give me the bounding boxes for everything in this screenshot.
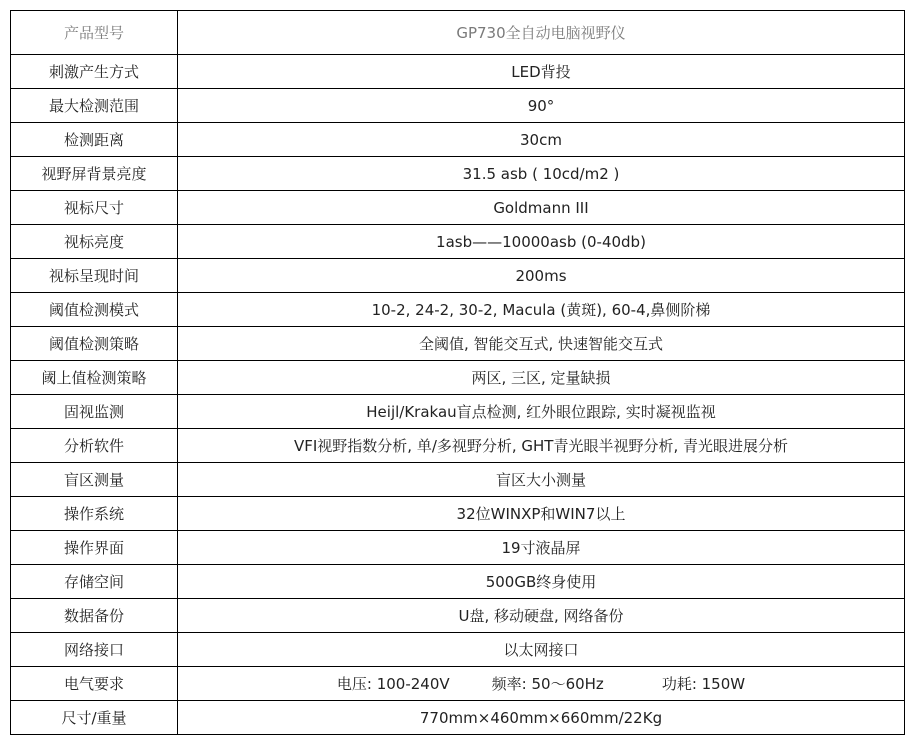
row-value: Goldmann III [178, 191, 905, 225]
table-row [11, 191, 905, 225]
table-row [11, 565, 905, 599]
table-row [11, 633, 905, 667]
row-label: 检测距离 [11, 123, 178, 157]
table-row [11, 429, 905, 463]
row-label: 阈上值检测策略 [11, 361, 178, 395]
electrical-row [11, 667, 905, 701]
row-label: 阈值检测模式 [11, 293, 178, 327]
row-label: 数据备份 [11, 599, 178, 633]
table-row [11, 599, 905, 633]
table-row [11, 395, 905, 429]
row-value: 32位WINXP和WIN7以上 [178, 497, 905, 531]
row-value: 90° [178, 89, 905, 123]
row-value: 31.5 asb ( 10cd/m2 ) [178, 157, 905, 191]
row-value: 200ms [178, 259, 905, 293]
dimensions-label: 尺寸/重量 [11, 701, 178, 735]
model-value: GP730全自动电脑视野仪 [178, 11, 905, 55]
table-row [11, 463, 905, 497]
dimensions-row [11, 701, 905, 735]
row-label: 存储空间 [11, 565, 178, 599]
table-row [11, 361, 905, 395]
row-value: 盲区大小测量 [178, 463, 905, 497]
row-label: 视标呈现时间 [11, 259, 178, 293]
model-label: 产品型号 [11, 11, 178, 55]
row-value: 1asb——10000asb (0-40db) [178, 225, 905, 259]
electrical-label: 电气要求 [11, 667, 178, 701]
table-row [11, 55, 905, 89]
table-row [11, 259, 905, 293]
row-value: Heijl/Krakau盲点检测, 红外眼位跟踪, 实时凝视监视 [178, 395, 905, 429]
row-value: VFI视野指数分析, 单/多视野分析, GHT青光眼半视野分析, 青光眼进展分析 [178, 429, 905, 463]
table-row [11, 497, 905, 531]
row-label: 阈值检测策略 [11, 327, 178, 361]
row-label: 操作界面 [11, 531, 178, 565]
table-row [11, 89, 905, 123]
row-label: 最大检测范围 [11, 89, 178, 123]
row-label: 操作系统 [11, 497, 178, 531]
spec-table [10, 10, 905, 735]
row-value: 19寸液晶屏 [178, 531, 905, 565]
row-label: 盲区测量 [11, 463, 178, 497]
row-value: 以太网接口 [178, 633, 905, 667]
row-value: 10-2, 24-2, 30-2, Macula (黄斑), 60-4,鼻侧阶梯 [178, 293, 905, 327]
table-row [11, 123, 905, 157]
table-row [11, 225, 905, 259]
row-label: 固视监测 [11, 395, 178, 429]
table-row [11, 327, 905, 361]
electrical-value [178, 667, 905, 701]
table-row [11, 157, 905, 191]
frequency-value: 频率: 50～60Hz [491, 674, 604, 693]
row-label: 视标尺寸 [11, 191, 178, 225]
row-label: 网络接口 [11, 633, 178, 667]
row-value: 500GB终身使用 [178, 565, 905, 599]
row-label: 分析软件 [11, 429, 178, 463]
row-label: 视标亮度 [11, 225, 178, 259]
row-label: 视野屏背景亮度 [11, 157, 178, 191]
table-header-row [11, 11, 905, 55]
table-row [11, 293, 905, 327]
row-value: LED背投 [178, 55, 905, 89]
row-value: 全阈值, 智能交互式, 快速智能交互式 [178, 327, 905, 361]
row-label: 刺激产生方式 [11, 55, 178, 89]
row-value: 30cm [178, 123, 905, 157]
dimensions-value: 770mm×460mm×660mm/22Kg [178, 701, 905, 735]
row-value: 两区, 三区, 定量缺损 [178, 361, 905, 395]
power-value: 功耗: 150W [661, 674, 746, 693]
voltage-value: 电压: 100-240V [336, 674, 450, 693]
table-row [11, 531, 905, 565]
row-value: U盘, 移动硬盘, 网络备份 [178, 599, 905, 633]
